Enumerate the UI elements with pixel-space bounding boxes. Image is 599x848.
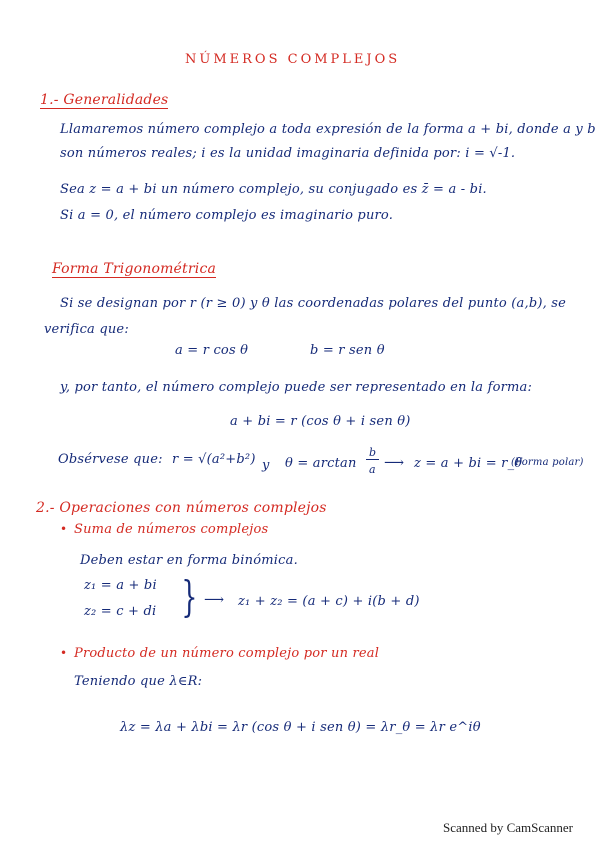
observe-result: z = a + bi = r_θ bbox=[414, 456, 523, 471]
sum-note: Deben estar en forma binómica. bbox=[80, 553, 298, 568]
right-arrow-icon: ⟶ bbox=[384, 455, 405, 471]
observe-prefix: Obsérvese que: bbox=[58, 452, 163, 467]
brace-icon: } bbox=[181, 572, 198, 621]
observe-r: r = √(a²+b²) bbox=[172, 452, 256, 467]
trig-line-rep: y, por tanto, el número complejo puede ser representado en la forma: bbox=[60, 380, 533, 395]
observe-note: (Forma polar) bbox=[511, 457, 584, 468]
section-1-line-4: Si a = 0, el número complejo es imaginario puro. bbox=[60, 208, 394, 223]
observe-frac-num: b bbox=[366, 446, 379, 460]
observe-frac-den: a bbox=[369, 463, 376, 476]
section-1-line-2: son números reales; i es la unidad imaginaria definida por: i = √-1. bbox=[60, 146, 516, 161]
trig-line-1: Si se designan por r (r ≥ 0) y θ las coordenadas polares del punto (a,b), se bbox=[60, 296, 567, 311]
trig-heading: Forma Trigonométrica bbox=[52, 261, 217, 277]
observe-y: y bbox=[262, 458, 270, 473]
section-1-line-3: Sea z = a + bi un número complejo, su conjugado es z̄ = a - bi. bbox=[60, 182, 487, 197]
product-note: Teniendo que λ∈R: bbox=[74, 674, 203, 689]
formula-a: a = r cos θ bbox=[175, 343, 249, 358]
formula-rep: a + bi = r (cos θ + i sen θ) bbox=[230, 414, 411, 429]
bullet-icon: • bbox=[60, 646, 68, 660]
sum-z1: z₁ = a + bi bbox=[84, 578, 157, 593]
section-2-heading: 2.- Operaciones con números complejos bbox=[36, 500, 327, 516]
page-title: NÚMEROS COMPLEJOS bbox=[185, 52, 401, 67]
product-result: λz = λa + λbi = λr (cos θ + i sen θ) = λr_θ = λr e^iθ bbox=[120, 720, 481, 735]
trig-line-2: verifica que: bbox=[44, 322, 129, 337]
product-bullet: Producto de un número complejo por un real bbox=[74, 646, 380, 661]
section-1-line-1: Llamaremos número complejo a toda expresión de la forma a + bi, donde a y b bbox=[60, 122, 596, 137]
sum-bullet: Suma de números complejos bbox=[74, 522, 269, 537]
right-arrow-icon: ⟶ bbox=[204, 592, 225, 608]
formula-b: b = r sen θ bbox=[310, 343, 385, 358]
bullet-icon: • bbox=[60, 522, 68, 536]
scanner-watermark: Scanned by CamScanner bbox=[443, 820, 573, 835]
section-1-heading: 1.- Generalidades bbox=[40, 92, 169, 108]
sum-result: z₁ + z₂ = (a + c) + i(b + d) bbox=[238, 594, 420, 609]
observe-theta: θ = arctan bbox=[285, 456, 357, 471]
sum-z2: z₂ = c + di bbox=[84, 604, 157, 619]
